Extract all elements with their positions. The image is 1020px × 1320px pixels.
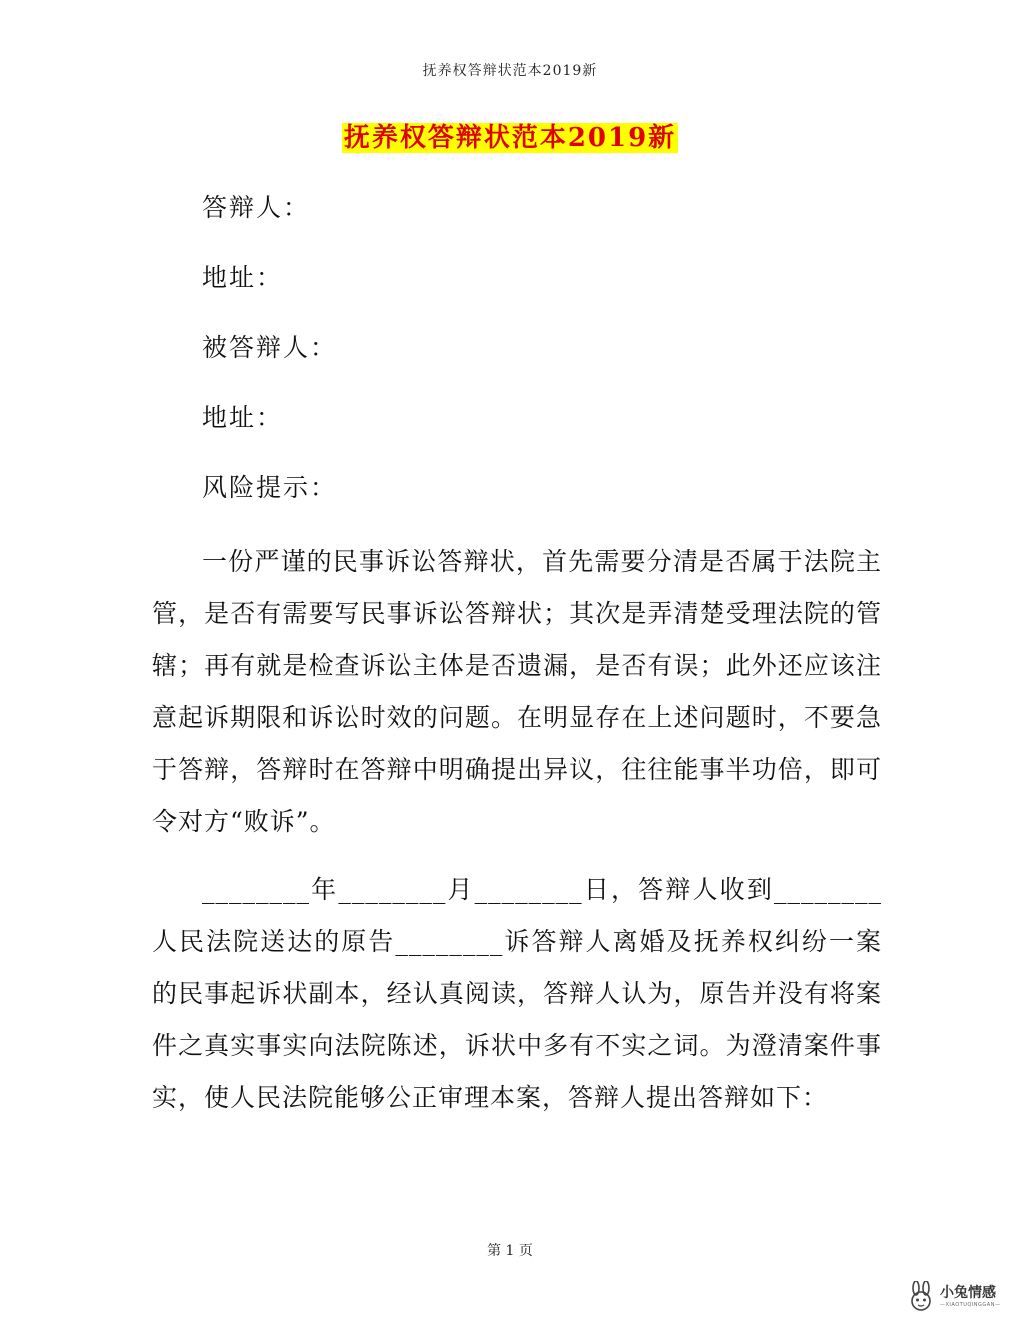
document-body	[152, 186, 882, 1124]
document-title-text: 抚养权答辩状范本2019新	[343, 123, 677, 153]
respondent-address-field: 地址：	[202, 263, 284, 292]
respondent-field: 答辩人：	[202, 193, 311, 222]
rabbit-logo-icon	[906, 1281, 936, 1313]
defense-intro-paragraph: ________年________月________日，答辩人收到________人民法院送达的原告________诉答辩人离婚及抚养权纠纷一案的民事起诉状副本，经认真阅读，答辩人认为，原告并没有将案件之真实事实向法院陈述，诉状中多有不实之词。为澄清案件事实，使人民法院能够公正审理本案，答辩人提出答辩如下：	[152, 875, 882, 1112]
page-number: 第 1 页	[487, 1243, 533, 1259]
watermark-subtitle: —XIAOTUQINGGAN—	[940, 1302, 1001, 1308]
claimant-field: 被答辩人：	[202, 333, 338, 362]
claimant-address-field: 地址：	[202, 403, 284, 432]
risk-notice-heading: 风险提示：	[202, 473, 338, 502]
running-header: 抚养权答辩状范本2019新	[422, 63, 598, 79]
risk-notice-paragraph: 一份严谨的民事诉讼答辩状，首先需要分清是否属于法院主管，是否有需要写民事诉讼答辩状；其次是弄清楚受理法院的管辖；再有就是检查诉讼主体是否遗漏，是否有误；此外还应该注意起诉期限和诉讼时效的问题。在明显存在上述问题时，不要急于答辩，答辩时在答辩中明确提出异议，往往能事半功倍，即可令对方“败诉”。	[152, 547, 882, 836]
watermark-name: 小兔情感	[940, 1285, 996, 1301]
watermark-logo	[906, 1280, 1012, 1314]
document-title	[0, 120, 1020, 156]
